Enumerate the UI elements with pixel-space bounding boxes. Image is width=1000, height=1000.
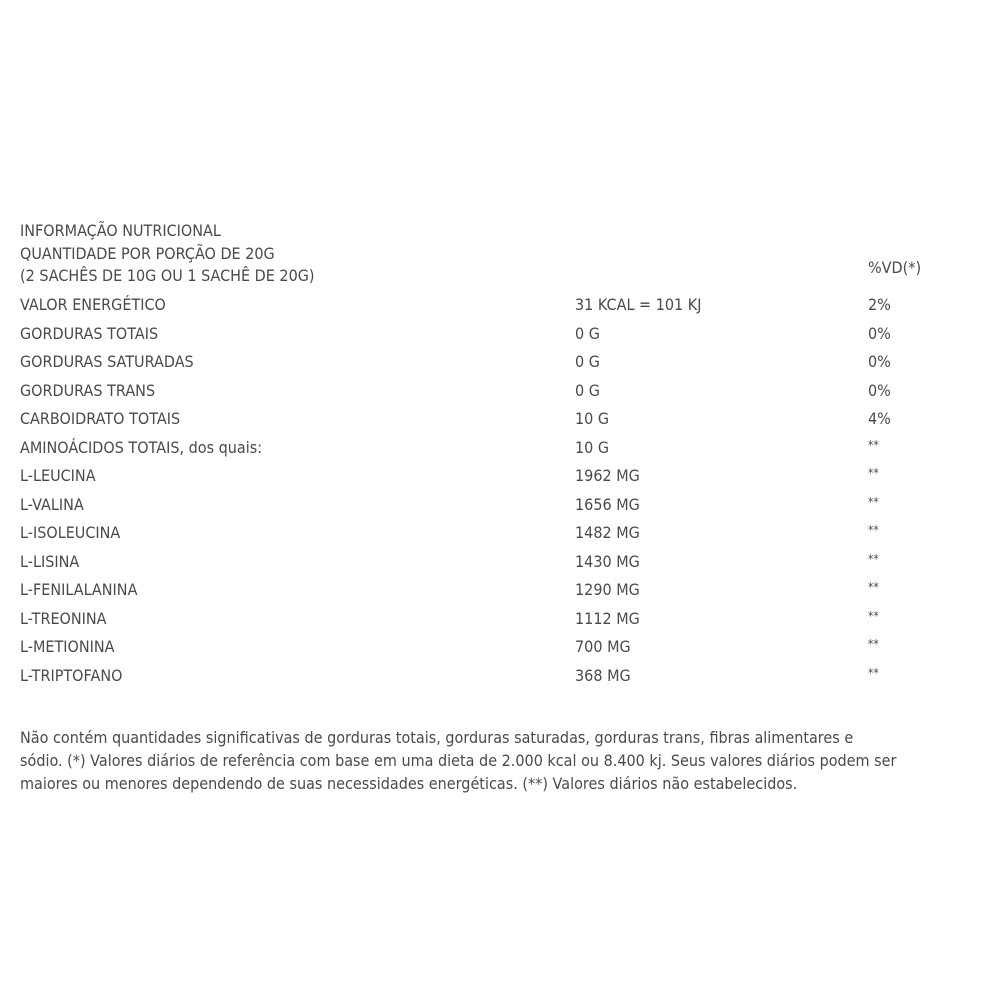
table-row [20, 434, 960, 463]
nutrient-amount: 1962 MG [575, 466, 640, 485]
footnote-line-2: sódio. (*) Valores diários de referência com base em uma dieta de 2.000 kcal ou 8.400 kj. Seus valores diários podem ser [20, 751, 897, 770]
daily-value: 2% [868, 295, 891, 314]
nutrient-name: GORDURAS SATURADAS [20, 352, 194, 371]
daily-value: ** [868, 665, 879, 680]
portion-line-1: QUANTIDADE POR PORÇÃO DE 20G [20, 244, 275, 263]
nutrient-name: L-METIONINA [20, 637, 115, 656]
portion-line-2: (2 SACHÊS DE 10G OU 1 SACHÊ DE 20G) [20, 266, 315, 285]
nutrient-amount: 1430 MG [575, 551, 640, 571]
daily-value: ** [868, 466, 879, 480]
nutrient-amount: 0 G [575, 323, 600, 343]
table-row [20, 633, 960, 662]
daily-value-header: %VD(*) [868, 258, 922, 277]
table-row [20, 462, 960, 491]
daily-value: ** [868, 580, 879, 594]
table-row [20, 291, 960, 320]
footnote [20, 726, 997, 795]
table-header [20, 243, 960, 290]
daily-value: 0% [868, 323, 891, 343]
daily-value: ** [868, 637, 879, 651]
nutrient-rows [20, 291, 960, 690]
nutrient-name: L-ISOLEUCINA [20, 523, 121, 542]
nutrient-name: L-VALINA [20, 494, 84, 514]
table-row [20, 377, 960, 406]
table-row [20, 548, 960, 577]
table-title: INFORMAÇÃO NUTRICIONAL [20, 221, 221, 240]
nutrient-amount: 1112 MG [575, 608, 640, 628]
portion-description [20, 243, 347, 287]
nutrient-name: L-FENILALANINA [20, 580, 138, 599]
nutrient-amount: 1290 MG [575, 580, 640, 599]
daily-value: ** [868, 551, 879, 566]
table-row [20, 662, 960, 691]
daily-value: ** [868, 608, 879, 623]
table-row [20, 491, 960, 520]
table-row [20, 576, 960, 605]
daily-value: 4% [868, 409, 891, 428]
nutrient-name: L-LEUCINA [20, 466, 96, 485]
daily-value: ** [868, 437, 879, 452]
nutrient-amount: 10 G [575, 409, 610, 428]
footnote-line-3: maiores ou menores dependendo de suas necessidades energéticas. (**) Valores diários não estabelecidos. [20, 774, 798, 793]
daily-value: ** [868, 494, 879, 509]
nutrient-amount: 31 KCAL = 101 KJ [575, 295, 702, 314]
footnote-line-1: Não contém quantidades significativas de gorduras totais, gorduras saturadas, gorduras trans, fibras alimentares e [20, 728, 854, 747]
table-row [20, 348, 960, 377]
table-row [20, 320, 960, 349]
table-row [20, 405, 960, 434]
nutrient-name: CARBOIDRATO TOTAIS [20, 409, 181, 428]
nutrient-name: AMINOÁCIDOS TOTAIS, dos quais: [20, 437, 263, 457]
table-row [20, 605, 960, 634]
nutrient-amount: 368 MG [575, 665, 631, 685]
nutrient-name: L-TRIPTOFANO [20, 665, 123, 685]
daily-value: 0% [868, 352, 891, 371]
nutrient-amount: 1656 MG [575, 494, 640, 514]
daily-value: ** [868, 523, 879, 537]
daily-value: 0% [868, 380, 891, 400]
nutrient-amount: 1482 MG [575, 523, 640, 542]
nutrient-name: L-LISINA [20, 551, 80, 571]
nutrient-name: GORDURAS TRANS [20, 380, 156, 400]
nutrient-amount: 0 G [575, 352, 600, 371]
nutrition-facts-table [20, 218, 960, 690]
table-row [20, 519, 960, 548]
nutrient-name: VALOR ENERGÉTICO [20, 295, 166, 314]
nutrient-amount: 10 G [575, 437, 610, 457]
nutrient-amount: 0 G [575, 380, 600, 400]
nutrient-amount: 700 MG [575, 637, 631, 656]
nutrient-name: L-TREONINA [20, 608, 107, 628]
nutrient-name: GORDURAS TOTAIS [20, 323, 159, 343]
